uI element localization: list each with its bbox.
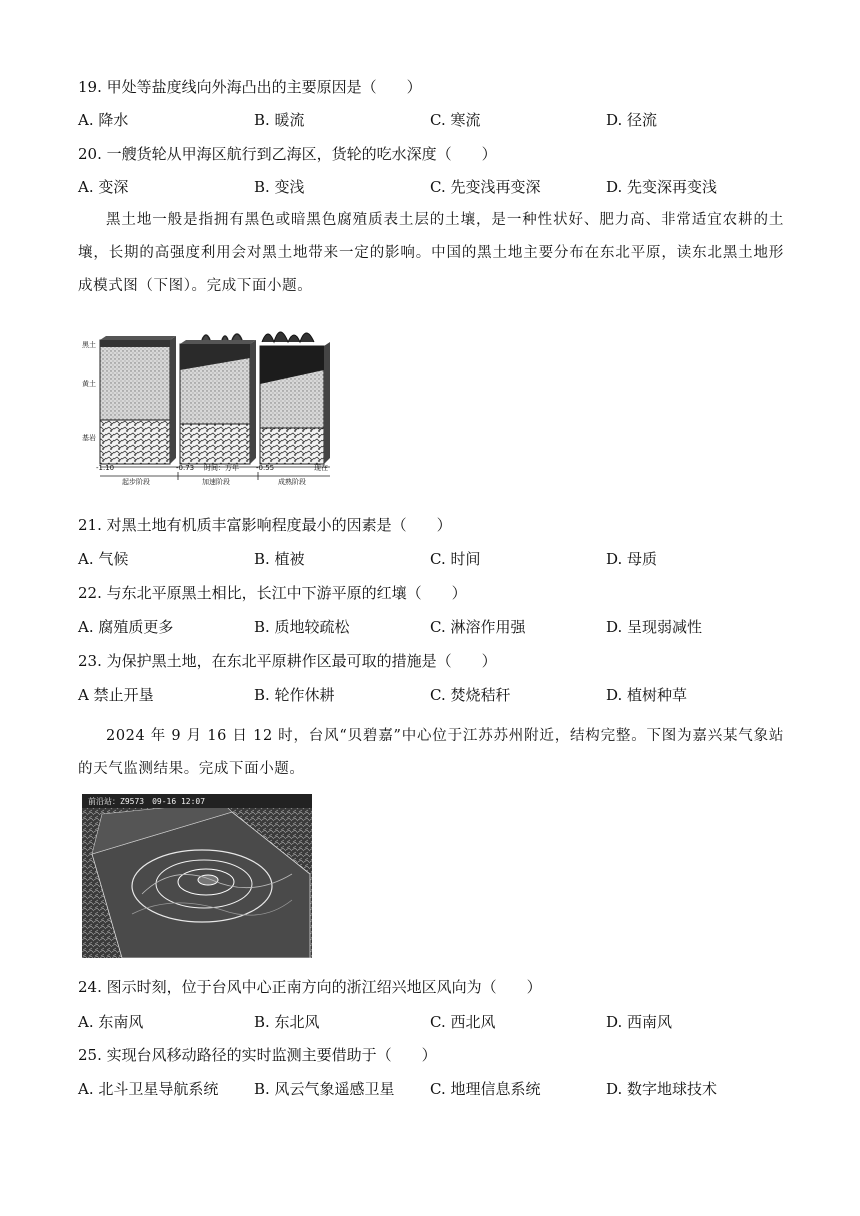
q20-option-a[interactable]: A. 变深 <box>78 178 129 196</box>
time-axis-label: 时间：万年 <box>204 464 239 472</box>
q25-option-b[interactable]: B. 风云气象遥感卫星 <box>254 1080 395 1098</box>
soil-block-stage-3 <box>260 332 330 464</box>
q23-stem: 23. 为保护黑土地，在东北平原耕作区最可取的措施是（ ） <box>78 652 497 670</box>
q21-option-d[interactable]: D. 母质 <box>606 550 658 568</box>
stage-start: 起步阶段 <box>122 478 150 486</box>
q24-option-d[interactable]: D. 西南风 <box>606 1013 673 1031</box>
q19-option-c[interactable]: C. 寒流 <box>430 111 481 129</box>
tick-minus-1-10: -1.10 <box>96 464 115 472</box>
q24-stem: 24. 图示时刻，位于台风中心正南方向的浙江绍兴地区风向为（ ） <box>78 978 542 996</box>
radar-monitoring-image <box>82 794 312 958</box>
stage-accelerate: 加速阶段 <box>202 478 230 486</box>
passage-typhoon: 2024 年 9 月 16 日 12 时，台风“贝碧嘉”中心位于江苏苏州附近，结构完整。下图为嘉兴某气象站的天气监测结果。完成下面小题。 <box>78 728 784 777</box>
black-soil-formation-figure <box>82 318 332 486</box>
q20-option-c[interactable]: C. 先变浅再变深 <box>430 178 541 196</box>
q25-option-d[interactable]: D. 数字地球技术 <box>606 1080 718 1098</box>
q19-option-b[interactable]: B. 暖流 <box>254 111 305 129</box>
q19-stem: 19. 甲处等盐度线向外海凸出的主要原因是（ ） <box>78 78 422 96</box>
q23-option-a[interactable]: A 禁止开垦 <box>78 686 154 704</box>
q22-option-c[interactable]: C. 淋溶作用强 <box>430 618 526 636</box>
q24-option-a[interactable]: A. 东南风 <box>78 1013 144 1031</box>
passage-black-soil: 黑土地一般是指拥有黑色或暗黑色腐殖质表土层的土壤，是一种性状好、肥力高、非常适宜农耕的土壤，长期的高强度利用会对黑土地带来一定的影响。中国的黑土地主要分布在东北平原，读东北黑土地形成模式图（下图）。完成下面小题。 <box>78 212 784 294</box>
q24-option-c[interactable]: C. 西北风 <box>430 1013 496 1031</box>
tick-minus-0-55: -0.55 <box>256 464 275 472</box>
layer-label-loess: 黄土 <box>82 380 96 388</box>
q24-option-b[interactable]: B. 东北风 <box>254 1013 320 1031</box>
q21-option-a[interactable]: A. 气候 <box>78 550 129 568</box>
layer-label-bedrock: 基岩 <box>82 434 96 442</box>
radar-scene <box>82 794 312 958</box>
q20-option-d[interactable]: D. 先变深再变浅 <box>606 178 718 196</box>
q21-option-b[interactable]: B. 植被 <box>254 550 305 568</box>
q19-option-d[interactable]: D. 径流 <box>606 111 658 129</box>
q22-option-d[interactable]: D. 呈现弱减性 <box>606 618 703 636</box>
q21-option-c[interactable]: C. 时间 <box>430 550 481 568</box>
q19-option-a[interactable]: A. 降水 <box>78 111 129 129</box>
q25-option-c[interactable]: C. 地理信息系统 <box>430 1080 541 1098</box>
tick-now: 现在 <box>314 464 328 472</box>
tick-minus-0-73: -0.73 <box>176 464 195 472</box>
soil-block-stage-2 <box>180 334 256 464</box>
q20-stem: 20. 一艘货轮从甲海区航行到乙海区，货轮的吃水深度（ ） <box>78 145 497 163</box>
q23-option-c[interactable]: C. 焚烧秸秆 <box>430 686 511 704</box>
q25-option-a[interactable]: A. 北斗卫星导航系统 <box>78 1080 219 1098</box>
soil-block-stage-1 <box>100 336 176 464</box>
q23-option-b[interactable]: B. 轮作休耕 <box>254 686 335 704</box>
q25-stem: 25. 实现台风移动路径的实时监测主要借助于（ ） <box>78 1046 437 1064</box>
q20-option-b[interactable]: B. 变浅 <box>254 178 305 196</box>
q23-option-d[interactable]: D. 植树种草 <box>606 686 688 704</box>
black-soil-diagram <box>82 318 332 486</box>
q22-option-b[interactable]: B. 质地较疏松 <box>254 618 350 636</box>
q22-option-a[interactable]: A. 腐殖质更多 <box>78 618 174 636</box>
q21-stem: 21. 对黑土地有机质丰富影响程度最小的因素是（ ） <box>78 516 452 534</box>
radar-header-text: 前沿站：Z9573 09-16 12:07 <box>88 797 206 806</box>
stage-mature: 成熟阶段 <box>278 478 306 486</box>
layer-label-black-soil: 黑土 <box>82 341 96 349</box>
q22-stem: 22. 与东北平原黑土相比，长江中下游平原的红壤（ ） <box>78 584 467 602</box>
